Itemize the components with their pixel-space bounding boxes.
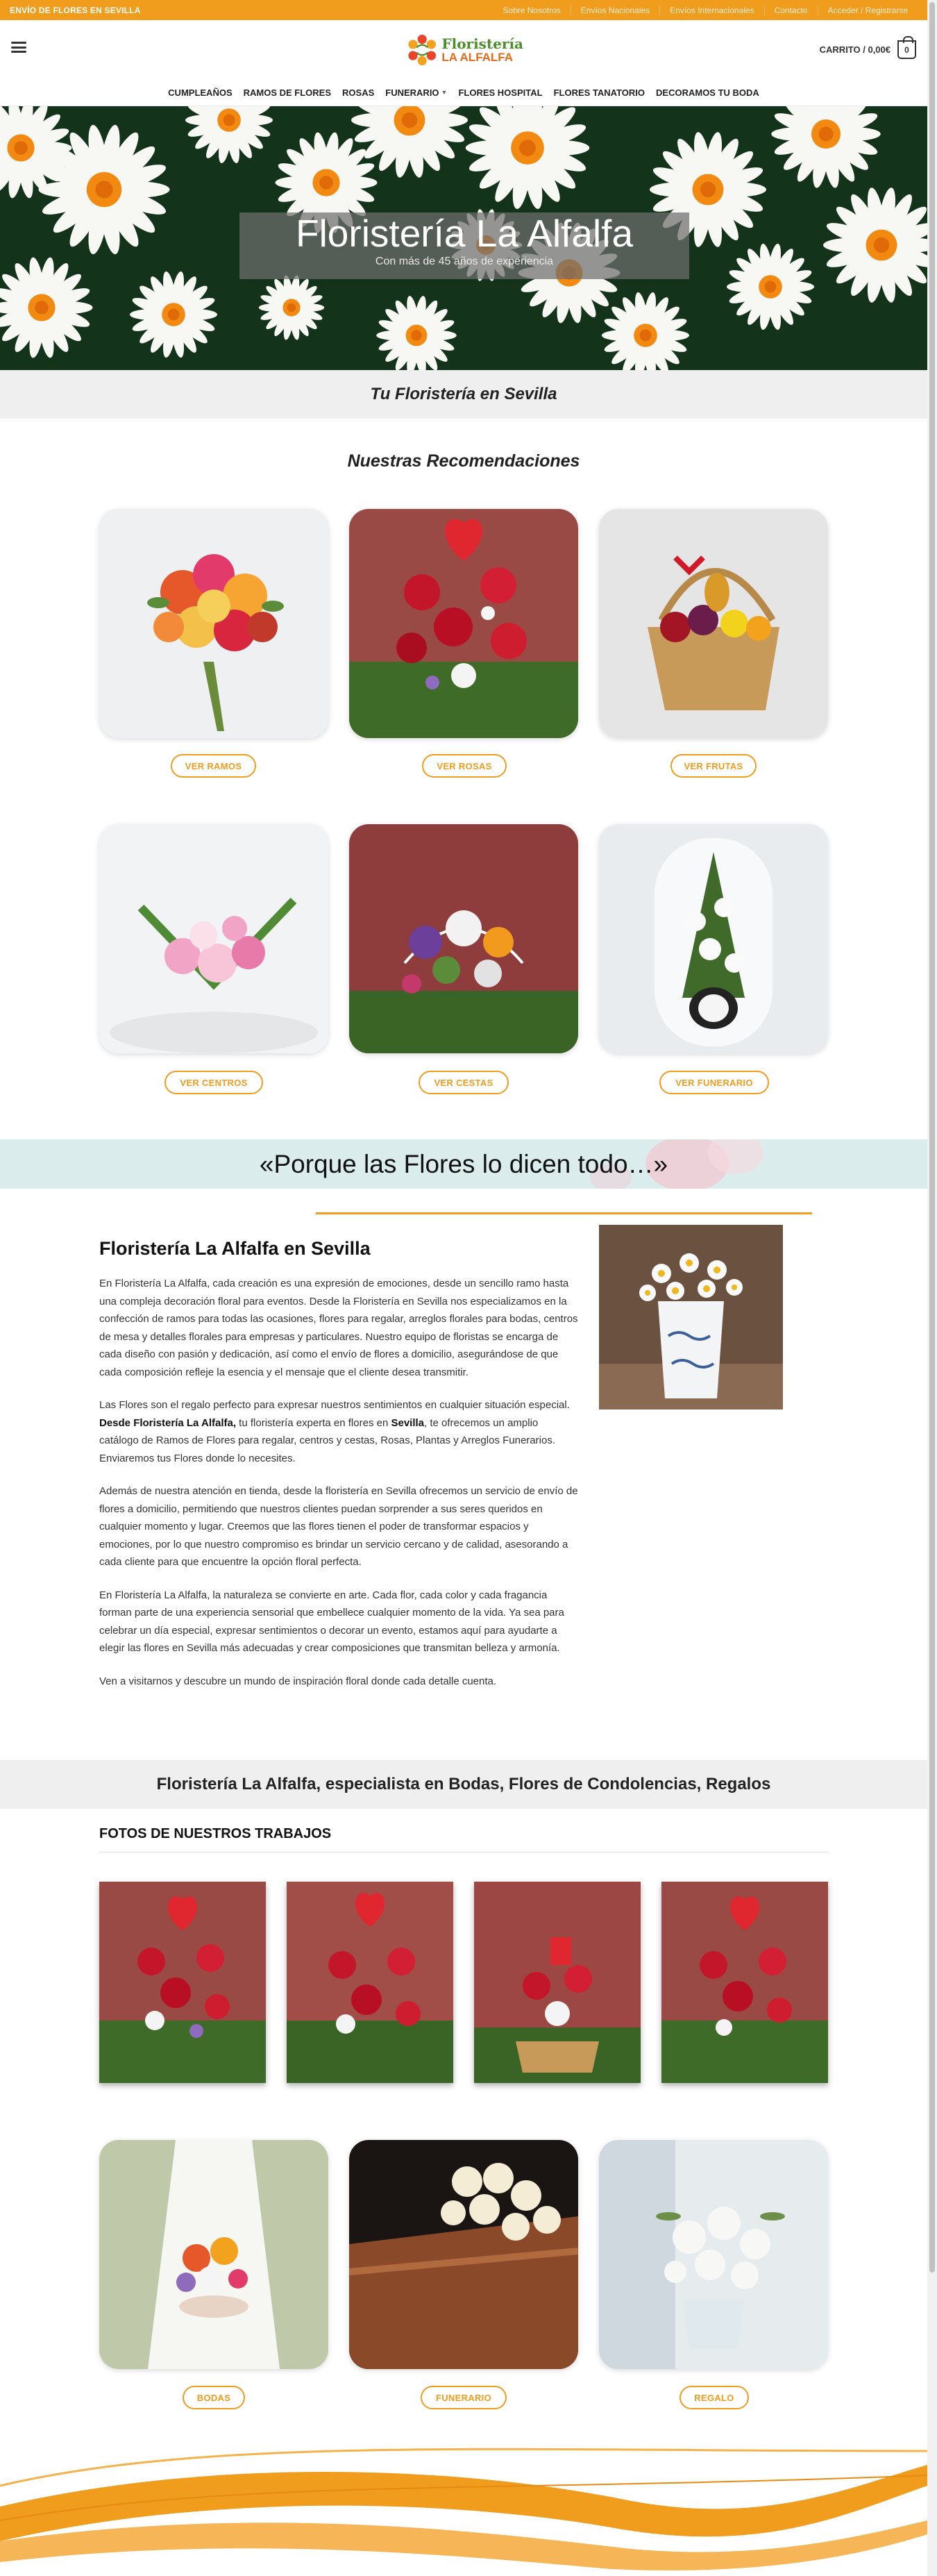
card-bodas[interactable]	[99, 2140, 328, 2369]
card-ramos[interactable]	[99, 509, 328, 738]
about-paragraph-1: En Floristería La Alfalfa, cada creación es una expresión de emociones, desde un sencillo ramo hasta una compleja decoración floral para eventos. Desde la Floristería en Sevilla nos especializamos en la confección de ramos para todas las ocasiones, flores para regalar, arreglos florales para bodas, centros de mesa y detalles florales para empresas y particulares. Nuestro equipo de floristas se encarga de cada diseño con pasión y dedicación, así como el envío de flores a domicilio, asegurándose de que cada composición refleje la esencia y el mensaje que el cliente desea transmitir.	[99, 1278, 578, 1378]
bouquet-image	[99, 509, 328, 738]
hero-title: Floristería La Alfalfa	[295, 212, 634, 255]
regalo-button[interactable]: REGALO	[679, 2386, 749, 2409]
card-cestas[interactable]	[349, 824, 578, 1053]
page-scrollbar[interactable]	[927, 0, 937, 2576]
about-title: Floristería La Alfalfa en Sevilla	[99, 1238, 371, 1259]
nav-item-bodas[interactable]: DECORAMOS TU BODA	[656, 87, 759, 98]
about-paragraph-2	[99, 1396, 578, 1467]
cart-label: CARRITO / 0,00€	[819, 44, 890, 55]
logo-line-2: LA ALFALFA	[441, 50, 514, 64]
hero-caption	[239, 212, 689, 279]
about-paragraph-5: Ven a visitarnos y descubre un mundo de inspiración floral donde cada detalle cuenta.	[99, 1675, 497, 1687]
specialist-text: Floristería La Alfalfa, especialista en Bodas, Flores de Condolencias, Regalos	[156, 1775, 771, 1793]
tagline-text: Tu Floristería en Sevilla	[370, 385, 557, 403]
card-frutas[interactable]	[599, 509, 828, 738]
orange-swoosh-decoration	[0, 2444, 927, 2576]
flower-wreath-icon	[405, 27, 439, 73]
quote-band	[0, 1139, 927, 1189]
ver-centros-button[interactable]: VER CENTROS	[164, 1071, 263, 1094]
gallery-title: FOTOS DE NUESTROS TRABAJOS	[99, 1826, 332, 1841]
about-p2-bold-a: Desde Floristería La Alfalfa,	[99, 1416, 237, 1429]
ver-ramos-button[interactable]: VER RAMOS	[171, 754, 256, 778]
nav-item-funerario[interactable]	[385, 82, 447, 103]
casket-flowers-image	[349, 2140, 578, 2369]
cart-button[interactable]	[820, 40, 916, 59]
quote-text: «Porque las Flores lo dicen todo…»	[259, 1150, 668, 1178]
bodas-button[interactable]: BODAS	[183, 2386, 245, 2409]
card-centros[interactable]	[99, 824, 328, 1053]
ver-funerario-button[interactable]: VER FUNERARIO	[659, 1071, 769, 1094]
chevron-down-icon: ▼	[441, 89, 448, 96]
specialist-band	[0, 1760, 927, 1809]
rose-arrangement-image	[661, 1882, 828, 2083]
nav-item-ramos[interactable]: RAMOS DE FLORES	[243, 87, 332, 98]
main-nav	[0, 82, 927, 103]
about-paragraph-4: En Floristería La Alfalfa, la naturaleza se convierte en arte. Cada flor, cada color y cada fragancia forman parte de una experiencia sensorial que embellece cualquier momento de la vida. Ya sea para celebrar un día especial, expresar sentimientos o decorar un evento, estamos aquí para ayudarte a elegir las flores en Sevilla más adecuadas y crear composiciones que transmitan belleza y armonía.	[99, 1589, 564, 1654]
card-rosas[interactable]	[349, 509, 578, 738]
link-about-us[interactable]: Sobre Nosotros	[503, 5, 561, 15]
rose-arrangement-image	[99, 1882, 266, 2083]
nav-item-rosas[interactable]: ROSAS	[342, 87, 375, 98]
funeral-arrangement-image	[599, 824, 828, 1053]
about-paragraph-3: Además de nuestra atención en tienda, desde la floristería en Sevilla ofrecemos un servicio de envío de flores a domicilio, permitiendo que nuestros clientes puedan sorprender a sus seres queridos en cualquier momento y lugar. Creemos que las flores tienen el poder de transformar espacios y emociones, por lo que nuestro compromiso es brindar un servicio cercano y de calidad, asesorando a cada cliente para que encuentre la opción floral perfecta.	[99, 1485, 578, 1568]
nav-item-cumpleanos[interactable]: CUMPLEAÑOS	[168, 87, 233, 98]
cart-icon	[897, 40, 916, 59]
about-p2-text-c: tu floristería experta en flores en	[236, 1416, 391, 1429]
link-international-shipping[interactable]: Envíos Internacionales	[659, 6, 763, 15]
card-regalo[interactable]	[599, 2140, 828, 2369]
about-section	[99, 1238, 578, 1705]
ver-rosas-button[interactable]: VER ROSAS	[422, 754, 507, 778]
lily-centerpiece-image	[99, 824, 328, 1053]
rose-arrangement-image	[287, 1882, 453, 2083]
menu-icon[interactable]	[11, 42, 26, 53]
site-logo[interactable]	[405, 26, 523, 74]
card-funerario-2[interactable]	[349, 2140, 578, 2369]
about-p2-text-e: , te ofrecemos un amplio catálogo de Ramos de Flores para regalar, centros y cestas, Rosas, Plantas y Arreglos Funerarios. Enviaremos tus Flores donde lo necesites.	[99, 1416, 555, 1464]
shipping-announcement: ENVÍO DE FLORES EN SEVILLA	[10, 5, 141, 15]
ver-cestas-button[interactable]: VER CESTAS	[419, 1071, 509, 1094]
nav-item-funerario-label: FUNERARIO	[385, 87, 439, 98]
ver-frutas-button[interactable]: VER FRUTAS	[670, 754, 757, 778]
hero-subtitle: Con más de 45 años de experiencia	[375, 256, 554, 267]
top-bar	[0, 0, 927, 20]
about-p2-bold-sevilla: Sevilla	[391, 1416, 425, 1429]
roses-image	[349, 509, 578, 738]
flower-basket-image	[349, 824, 578, 1053]
rose-basket-image	[474, 1882, 641, 2083]
divider	[316, 1212, 812, 1214]
nav-item-hospital[interactable]: FLORES HOSPITAL	[458, 87, 543, 98]
white-flowers-vase-image	[599, 2140, 828, 2369]
gallery-photo-3[interactable]	[474, 1882, 641, 2083]
link-national-shipping[interactable]: Envíos Nacionales	[571, 6, 659, 15]
about-p2-text-a: Las Flores son el regalo perfecto para expresar nuestros sentimientos en cualquier situación especial.	[99, 1399, 570, 1411]
top-links	[493, 6, 918, 15]
link-contact[interactable]: Contacto	[764, 6, 818, 15]
cart-count: 0	[904, 44, 909, 55]
funerario-button[interactable]: FUNERARIO	[421, 2386, 507, 2409]
logo-line-1: Floristería	[441, 35, 523, 52]
recommendations-title: Nuestras Recomendaciones	[347, 451, 580, 471]
daisy-vase-image	[599, 1225, 783, 1410]
card-funerario[interactable]	[599, 824, 828, 1053]
scrollbar-thumb[interactable]	[929, 2, 935, 2273]
gallery-photo-4[interactable]	[661, 1882, 828, 2083]
bridal-bouquet-image	[99, 2140, 328, 2369]
gallery-photo-2[interactable]	[287, 1882, 453, 2083]
link-login-register[interactable]: Acceder / Registrarse	[818, 6, 918, 15]
nav-item-tanatorio[interactable]: FLORES TANATORIO	[553, 87, 645, 98]
tagline-band	[0, 370, 927, 419]
fruit-basket-image	[599, 509, 828, 738]
gallery-photo-1[interactable]	[99, 1882, 266, 2083]
